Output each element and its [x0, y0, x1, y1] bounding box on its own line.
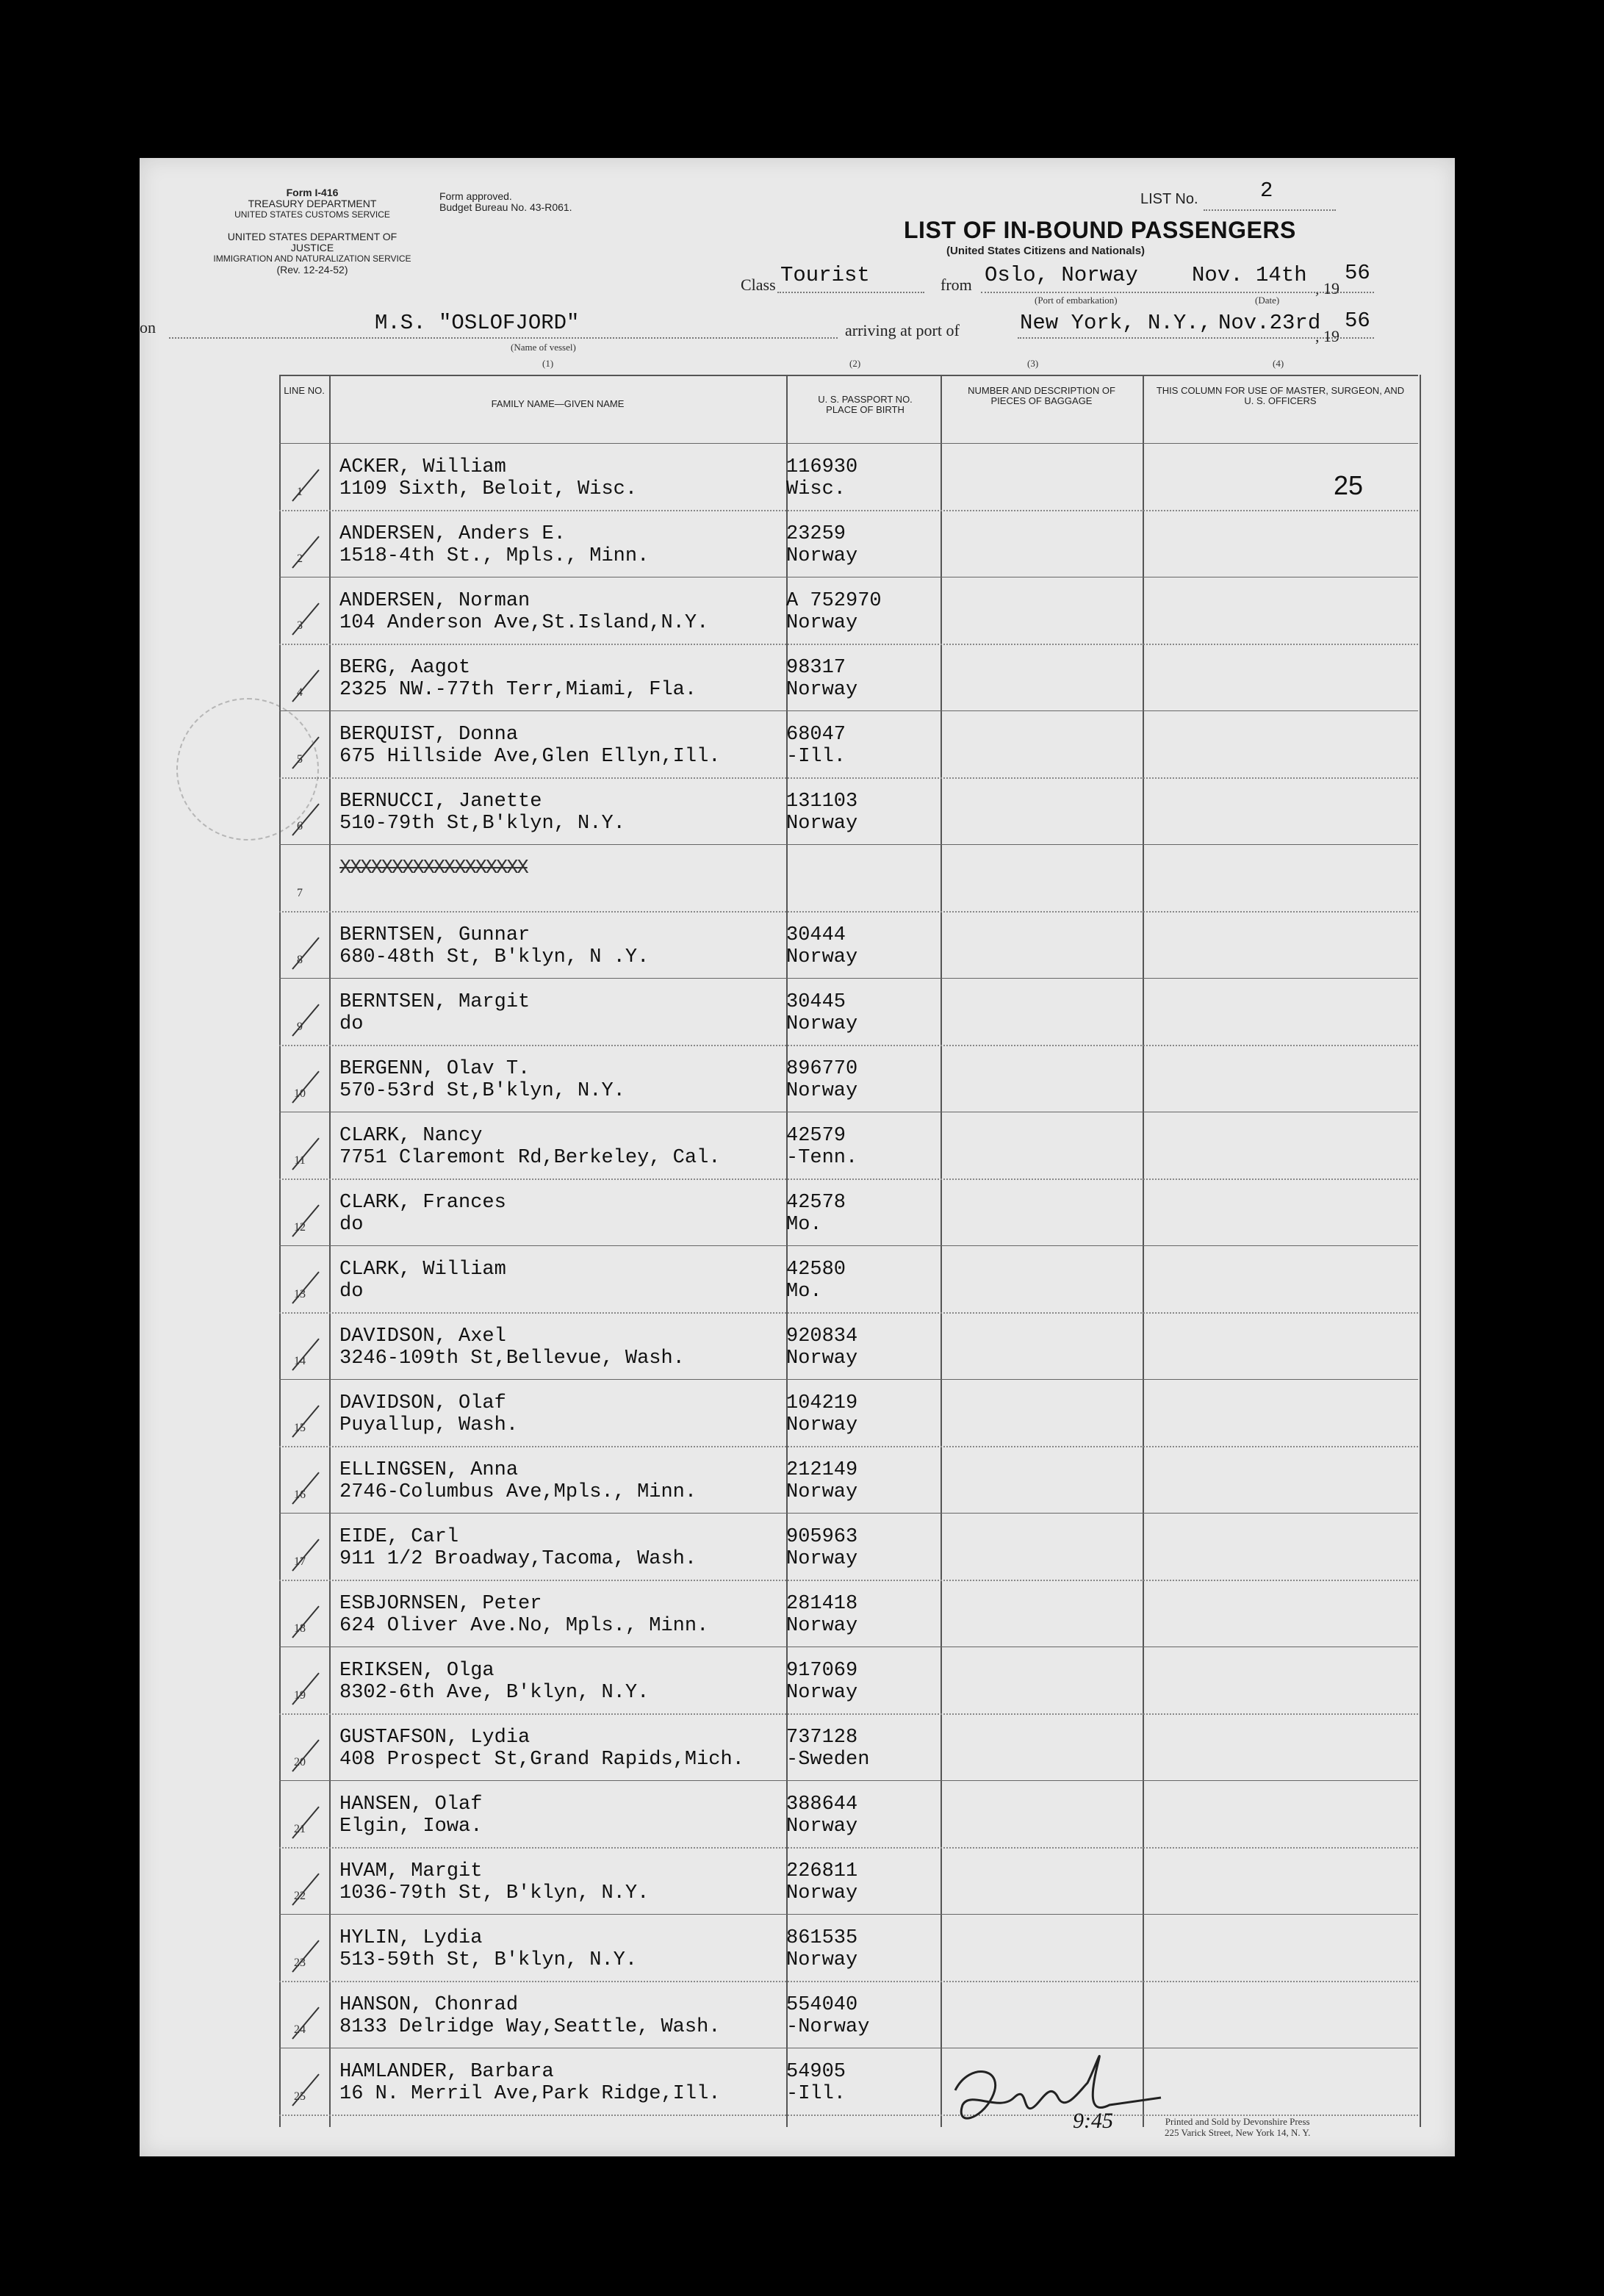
row-passport-cell: [786, 590, 882, 634]
row-bottom-border: [279, 510, 1418, 511]
row-passport-cell: [786, 1793, 857, 1838]
row-name-cell: [339, 791, 625, 835]
row-bottom-border: [279, 1379, 1418, 1380]
row-line-number: 20: [294, 1756, 306, 1768]
place-of-birth: Norway: [786, 813, 858, 835]
year-prefix-2: , 19: [1315, 327, 1339, 345]
passenger-address: 513-59th St, B'klyn, N.Y.: [339, 1949, 638, 1971]
arrival-port: New York, N.Y.,: [1020, 311, 1212, 335]
row-passport-cell: [786, 1860, 857, 1904]
port-embark-caption: (Port of embarkation): [1035, 295, 1118, 306]
printer-footer: [1165, 2116, 1310, 2138]
passport-number: 861535: [786, 1927, 858, 1949]
row-name-cell: [339, 1259, 506, 1303]
from-date: Nov. 14th: [1192, 263, 1307, 287]
passport-number: 226811: [786, 1860, 858, 1882]
passenger-name: BERNTSEN, Margit: [339, 991, 531, 1013]
row-line-number: 24: [294, 2023, 306, 2036]
passport-number: 920834: [786, 1325, 858, 1347]
passenger-name: BERG, Aagot: [339, 657, 471, 679]
place-of-birth: Norway: [786, 1615, 858, 1637]
passenger-name: ANDERSEN, Norman: [339, 590, 531, 612]
customs-service: UNITED STATES CUSTOMS SERVICE: [234, 209, 390, 220]
passenger-address: 675 Hillside Ave,Glen Ellyn,Ill.: [339, 746, 721, 768]
passenger-address: do: [339, 1281, 364, 1303]
row-name-cell: [339, 1660, 649, 1704]
passport-number: 554040: [786, 1994, 858, 2016]
passenger-name: ESBJORNSEN, Peter: [339, 1593, 542, 1615]
year-2: 56: [1345, 309, 1370, 333]
passport-number: 23259: [786, 523, 846, 545]
col-divider-line: [329, 375, 331, 2127]
passenger-address: 2746-Columbus Ave,Mpls., Minn.: [339, 1481, 697, 1503]
passenger-address: 408 Prospect St,Grand Rapids,Mich.: [339, 1749, 744, 1771]
row-passport-cell: [786, 523, 857, 567]
passenger-address: 1036-79th St, B'klyn, N.Y.: [339, 1882, 650, 1904]
passport-number: 905963: [786, 1526, 858, 1548]
budget-bureau: Budget Bureau No. 43-R061.: [439, 201, 572, 213]
passenger-name: HAMLANDER, Barbara: [339, 2061, 554, 2083]
footer-line-2: 225 Varick Street, New York 14, N. Y.: [1165, 2127, 1311, 2138]
row-bottom-border: [279, 1446, 1418, 1447]
row-line-number: 8: [297, 954, 303, 966]
row-line-number: 21: [294, 1823, 306, 1835]
col-mark-2: (2): [849, 358, 861, 369]
row-line-number: 11: [294, 1154, 306, 1167]
row-name-cell: [339, 1392, 518, 1436]
passenger-name: BERGENN, Olav T.: [339, 1058, 531, 1080]
date-caption-1: (Date): [1255, 295, 1280, 306]
passenger-name: HYLIN, Lydia: [339, 1927, 483, 1949]
header-officers: THIS COLUMN FOR USE OF MASTER, SURGEON, AND U. S. OFFICERS: [1156, 385, 1405, 406]
approval-block: [439, 191, 623, 213]
row-name-cell: [339, 1994, 720, 2038]
place-of-birth: Norway: [786, 1481, 858, 1503]
header-name: FAMILY NAME—GIVEN NAME: [491, 398, 625, 409]
passenger-address: 3246-109th St,Bellevue, Wash.: [339, 1347, 685, 1370]
row-name-cell: [339, 857, 528, 879]
row-name-cell: [339, 924, 649, 968]
row-passport-cell: [786, 1660, 857, 1704]
form-approved: Form approved.: [439, 190, 512, 202]
row-line-number: 25: [294, 2090, 306, 2103]
place-of-birth: Norway: [786, 1414, 858, 1436]
row-bottom-border: [279, 1580, 1418, 1581]
row-passport-cell: [786, 1259, 846, 1303]
row-bottom-border: [279, 1312, 1418, 1314]
table-top-border: [279, 375, 1418, 376]
passport-number: 281418: [786, 1593, 858, 1615]
passenger-address: 510-79th St,B'klyn, N.Y.: [339, 813, 625, 835]
row-passport-cell: [786, 1325, 857, 1370]
row-passport-cell: [786, 1994, 869, 2038]
row-line-number: 2: [297, 553, 303, 565]
vessel-name: M.S. "OSLOFJORD": [375, 311, 580, 335]
place-of-birth: Norway: [786, 1949, 858, 1971]
passport-number: 131103: [786, 791, 858, 813]
row-bottom-border: [279, 1245, 1418, 1246]
passenger-address: 8302-6th Ave, B'klyn, N.Y.: [339, 1682, 650, 1704]
place-of-birth: Norway: [786, 679, 858, 701]
row-bottom-border: [279, 777, 1418, 779]
place-of-birth: -Sweden: [786, 1749, 870, 1771]
row-line-number: 16: [294, 1489, 306, 1501]
from-port: Oslo, Norway: [985, 263, 1138, 287]
passenger-address: 7751 Claremont Rd,Berkeley, Cal.: [339, 1147, 721, 1169]
row-line-number: 1: [297, 486, 303, 498]
place-of-birth: Norway: [786, 946, 858, 968]
passenger-address: 911 1/2 Broadway,Tacoma, Wash.: [339, 1548, 697, 1570]
row-line-number: 12: [294, 1221, 306, 1234]
arrival-date: Nov.23rd: [1218, 311, 1321, 335]
passenger-name: XXXXXXXXXXXXXXXXXX: [339, 857, 528, 879]
passport-number: 42580: [786, 1259, 846, 1281]
passenger-list-page: [140, 158, 1455, 2156]
row-line-number: 4: [297, 686, 303, 699]
passport-number: 68047: [786, 724, 846, 746]
row-name-cell: [339, 1727, 744, 1771]
row-line-number: 23: [294, 1957, 306, 1969]
form-subtitle: (United States Citizens and Nationals): [946, 245, 1146, 257]
row-bottom-border: [279, 1045, 1418, 1046]
row-bottom-border: [279, 644, 1418, 645]
row-line-number: 7: [297, 887, 303, 899]
passenger-address: 1518-4th St., Mpls., Minn.: [339, 545, 650, 567]
row-line-number: 18: [294, 1622, 306, 1635]
class-line: [777, 292, 924, 293]
place-of-birth: Norway: [786, 1080, 858, 1102]
passenger-address: do: [339, 1214, 364, 1236]
passport-number: 98317: [786, 657, 846, 679]
passenger-name: BERQUIST, Donna: [339, 724, 519, 746]
passport-number: 212149: [786, 1459, 858, 1481]
passenger-name: DAVIDSON, Axel: [339, 1325, 506, 1347]
row-passport-cell: [786, 2061, 846, 2105]
row-line-number: 14: [294, 1355, 306, 1367]
form-id-block: [228, 187, 397, 220]
on-label: on: [140, 318, 156, 337]
row-name-cell: [339, 1325, 685, 1370]
year-1: 56: [1345, 261, 1370, 285]
place-of-birth: -Ill.: [786, 746, 846, 768]
form-title: LIST OF IN-BOUND PASSENGERS: [904, 217, 1296, 243]
vessel-line: [169, 337, 838, 339]
footer-line-1: Printed and Sold by Devonshire Press: [1165, 2116, 1310, 2127]
passenger-name: DAVIDSON, Olaf: [339, 1392, 506, 1414]
passenger-name: ANDERSEN, Anders E.: [339, 523, 566, 545]
row-line-number: 6: [297, 820, 303, 832]
row-bottom-border: [279, 844, 1418, 845]
passenger-address: 570-53rd St,B'klyn, N.Y.: [339, 1080, 625, 1102]
place-of-birth: Wisc.: [786, 478, 846, 500]
passenger-name: ELLINGSEN, Anna: [339, 1459, 519, 1481]
passport-number: 896770: [786, 1058, 858, 1080]
passenger-name: HANSON, Chonrad: [339, 1994, 519, 2016]
row-passport-cell: [786, 657, 857, 701]
place-of-birth: Norway: [786, 1013, 858, 1035]
row-name-cell: [339, 1927, 637, 1971]
row-passport-cell: [786, 1125, 857, 1169]
row-passport-cell: [786, 724, 846, 768]
row-bottom-border: [279, 1914, 1418, 1915]
row-line-number: 19: [294, 1689, 306, 1702]
row-line-number: 22: [294, 1890, 306, 1902]
ins-service: IMMIGRATION AND NATURALIZATION SERVICE: [213, 253, 411, 264]
row-name-cell: [339, 1459, 697, 1503]
header-line-no: LINE NO.: [284, 385, 325, 396]
row-bottom-border: [279, 1713, 1418, 1715]
row-name-cell: [339, 456, 637, 500]
list-no-label: LIST No.: [1140, 191, 1198, 207]
arrival-line: [1018, 337, 1374, 339]
passenger-name: CLARK, William: [339, 1259, 506, 1281]
place-of-birth: Norway: [786, 1347, 858, 1370]
row-passport-cell: [786, 1927, 857, 1971]
arriving-label: arriving at port of: [845, 321, 960, 339]
faint-stamp: [176, 698, 319, 841]
passenger-address: 680-48th St, B'klyn, N .Y.: [339, 946, 650, 968]
row-passport-cell: [786, 456, 857, 500]
passenger-address: Puyallup, Wash.: [339, 1414, 519, 1436]
place-of-birth: Norway: [786, 1548, 858, 1570]
from-label: from: [941, 276, 972, 294]
col-mark-3: (3): [1027, 358, 1039, 369]
passenger-name: CLARK, Frances: [339, 1192, 506, 1214]
row-line-number: 9: [297, 1021, 303, 1033]
passenger-name: CLARK, Nancy: [339, 1125, 483, 1147]
row-name-cell: [339, 523, 649, 567]
row-passport-cell: [786, 924, 857, 968]
passenger-name: ERIKSEN, Olga: [339, 1660, 494, 1682]
row-passport-cell: [786, 1727, 869, 1771]
place-of-birth: -Tenn.: [786, 1147, 858, 1169]
class-label: Class: [741, 276, 776, 294]
passport-number: 104219: [786, 1392, 858, 1414]
row-passport-cell: [786, 1526, 857, 1570]
passenger-address: 8133 Delridge Way,Seattle, Wash.: [339, 2016, 721, 2038]
vessel-caption: (Name of vessel): [511, 342, 576, 353]
list-no-line: [1204, 209, 1336, 211]
place-of-birth: -Norway: [786, 2016, 870, 2038]
col-mark-1: (1): [542, 358, 554, 369]
col-mark-4: (4): [1273, 358, 1284, 369]
place-of-birth: Mo.: [786, 1214, 822, 1236]
passenger-name: BERNUCCI, Janette: [339, 791, 542, 813]
row-passport-cell: [786, 991, 857, 1035]
row-line-number: 5: [297, 753, 303, 766]
row-line-number: 17: [294, 1555, 306, 1568]
year-prefix-1: , 19: [1315, 279, 1339, 298]
place-of-birth: Norway: [786, 612, 858, 634]
row-name-cell: [339, 1058, 625, 1102]
row-name-cell: [339, 1526, 697, 1570]
place-of-birth: Norway: [786, 1815, 858, 1838]
passport-number: 42579: [786, 1125, 846, 1147]
row-bottom-border: [279, 1780, 1418, 1781]
form-number: Form I-416: [286, 187, 339, 198]
row-passport-cell: [786, 1058, 857, 1102]
justice-dept: UNITED STATES DEPARTMENT OF JUSTICE: [227, 231, 398, 253]
place-of-birth: -Ill.: [786, 2083, 846, 2105]
justice-block: [206, 231, 419, 276]
row-bottom-border: [279, 978, 1418, 979]
place-of-birth: Norway: [786, 1882, 858, 1904]
row-name-cell: [339, 991, 530, 1035]
row-name-cell: [339, 1793, 482, 1838]
passport-number: 30445: [786, 991, 846, 1013]
from-line: [981, 292, 1374, 293]
place-of-birth: Mo.: [786, 1281, 822, 1303]
row-passport-cell: [786, 1593, 857, 1637]
row-name-cell: [339, 657, 697, 701]
row-line-number: 3: [297, 619, 303, 632]
row-name-cell: [339, 1125, 720, 1169]
row-name-cell: [339, 590, 708, 634]
header-passport: U. S. PASSPORT NO. PLACE OF BIRTH: [818, 394, 913, 415]
passenger-address: 2325 NW.-77th Terr,Miami, Fla.: [339, 679, 697, 701]
passenger-address: do: [339, 1013, 364, 1035]
row-bottom-border: [279, 1981, 1418, 1982]
revision-date: (Rev. 12-24-52): [276, 264, 348, 276]
passenger-address: 624 Oliver Ave.No, Mpls., Minn.: [339, 1615, 709, 1637]
passenger-address: 104 Anderson Ave,St.Island,N.Y.: [339, 612, 709, 634]
passport-number: 917069: [786, 1660, 858, 1682]
officer-count: 25: [1334, 470, 1364, 500]
passenger-name: BERNTSEN, Gunnar: [339, 924, 531, 946]
row-name-cell: [339, 1593, 708, 1637]
row-passport-cell: [786, 1392, 857, 1436]
row-passport-cell: [786, 791, 857, 835]
passport-number: 54905: [786, 2061, 846, 2083]
treasury-dept: TREASURY DEPARTMENT: [248, 198, 377, 209]
header-baggage: NUMBER AND DESCRIPTION OF PIECES OF BAGGAGE: [968, 385, 1115, 406]
header-bottom-border: [279, 443, 1418, 444]
passport-number: 30444: [786, 924, 846, 946]
row-passport-cell: [786, 1459, 857, 1503]
row-name-cell: [339, 2061, 720, 2105]
passenger-address: 16 N. Merril Ave,Park Ridge,Ill.: [339, 2083, 721, 2105]
row-line-number: 10: [294, 1087, 306, 1100]
place-of-birth: Norway: [786, 1682, 858, 1704]
row-bottom-border: [279, 911, 1418, 913]
signature-note: 9:45: [1073, 2109, 1113, 2133]
passenger-name: ACKER, William: [339, 456, 506, 478]
row-passport-cell: [786, 1192, 846, 1236]
row-line-number: 15: [294, 1422, 306, 1434]
list-no-value: 2: [1260, 179, 1273, 203]
officer-signature: [941, 2046, 1176, 2142]
passenger-address: Elgin, Iowa.: [339, 1815, 483, 1838]
row-name-cell: [339, 1192, 506, 1236]
passenger-name: HVAM, Margit: [339, 1860, 483, 1882]
col-divider-baggage: [1143, 375, 1144, 2127]
passenger-address: 1109 Sixth, Beloit, Wisc.: [339, 478, 638, 500]
row-bottom-border: [279, 1513, 1418, 1514]
class-value: Tourist: [780, 263, 870, 287]
row-bottom-border: [279, 1178, 1418, 1180]
passport-number: A 752970: [786, 590, 882, 612]
row-bottom-border: [279, 710, 1418, 711]
passenger-name: EIDE, Carl: [339, 1526, 459, 1548]
row-name-cell: [339, 724, 720, 768]
passport-number: 116930: [786, 456, 858, 478]
row-bottom-border: [279, 1847, 1418, 1849]
passport-number: 42578: [786, 1192, 846, 1214]
row-line-number: 13: [294, 1288, 306, 1300]
place-of-birth: Norway: [786, 545, 858, 567]
row-name-cell: [339, 1860, 649, 1904]
col-divider-passport: [941, 375, 942, 2127]
passport-number: 737128: [786, 1727, 858, 1749]
passenger-name: GUSTAFSON, Lydia: [339, 1727, 531, 1749]
passenger-name: HANSEN, Olaf: [339, 1793, 483, 1815]
passport-number: 388644: [786, 1793, 858, 1815]
